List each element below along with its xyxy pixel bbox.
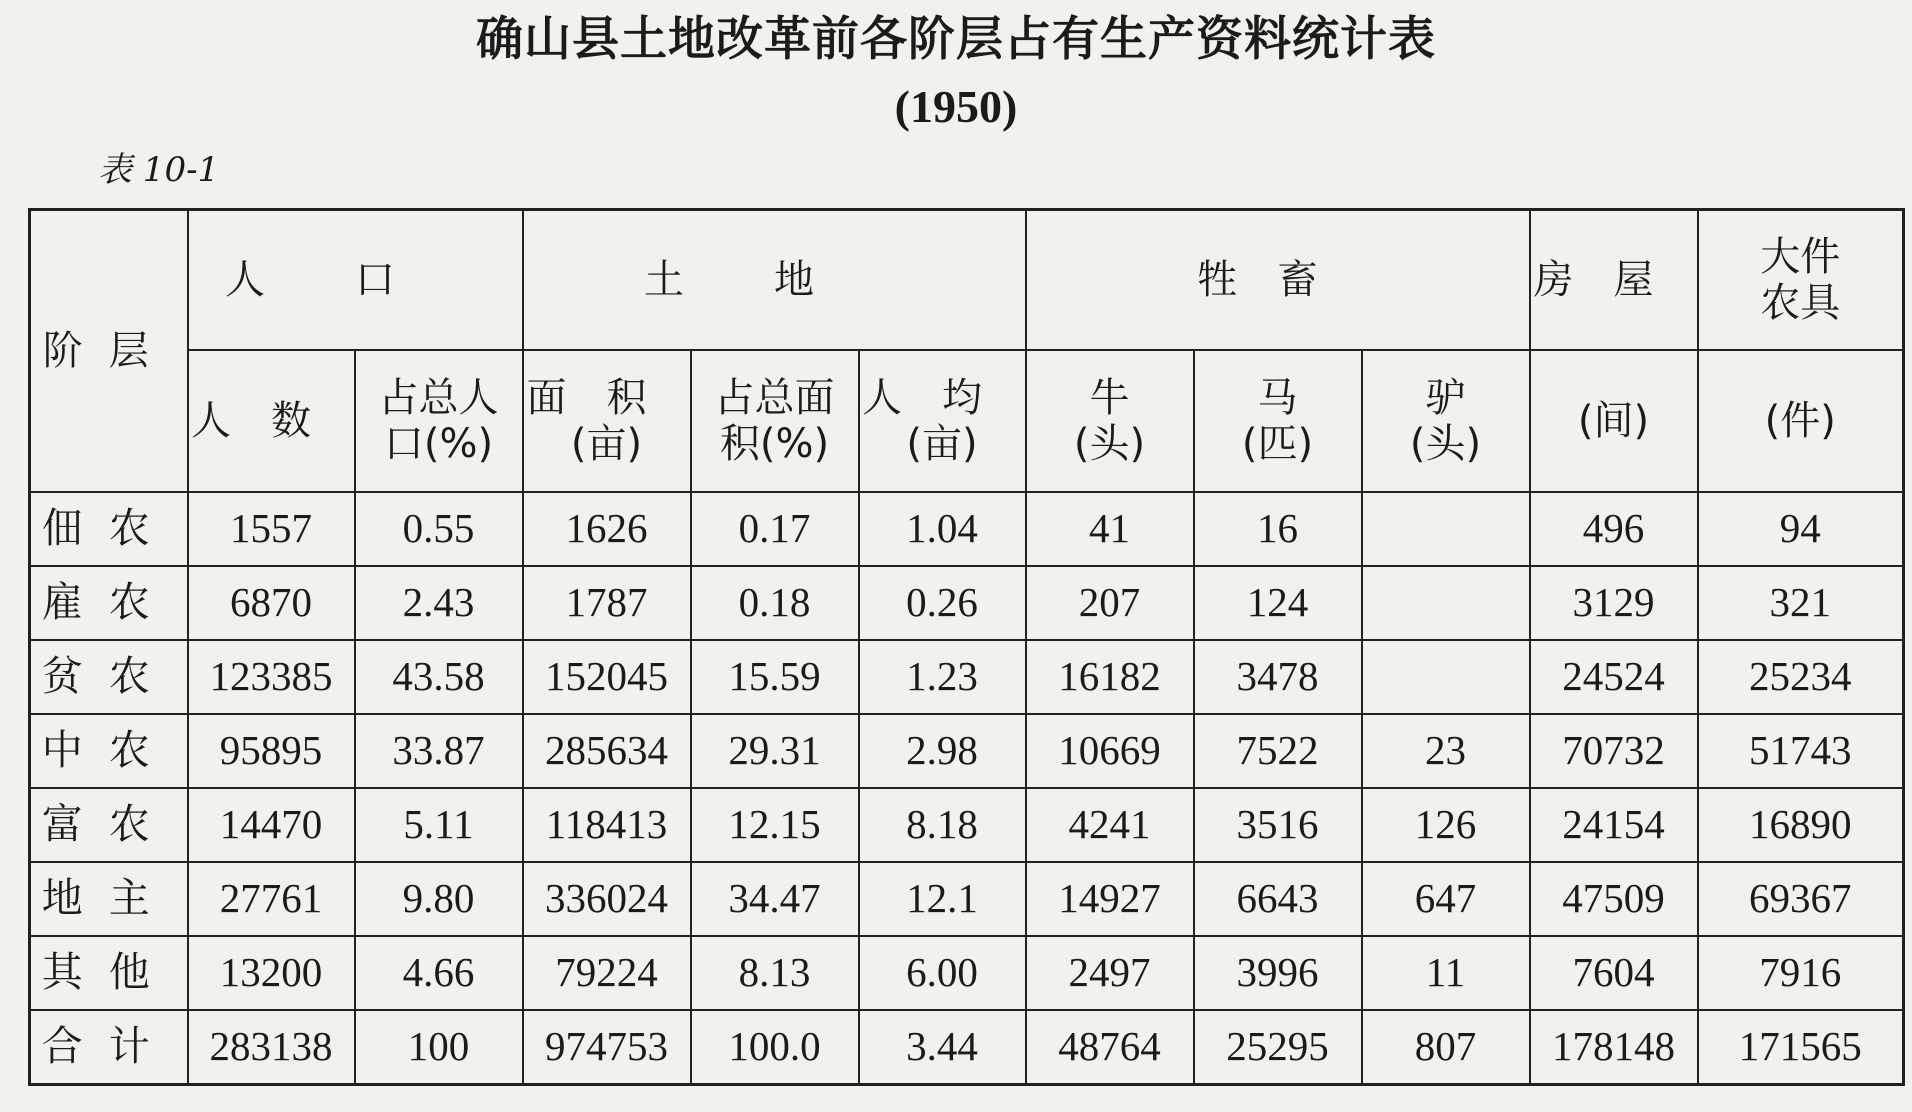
cell-pop-count: 95895 xyxy=(188,714,355,788)
cell-pop-count: 27761 xyxy=(188,862,355,936)
statistics-table-container xyxy=(28,208,1902,1086)
table-row xyxy=(30,788,1904,862)
header-cattle-line2: (头) xyxy=(1073,421,1146,467)
header-area-pct-line1: 占总面 xyxy=(714,375,835,421)
cell-donkey xyxy=(1362,566,1530,640)
row-label: 贫农 xyxy=(30,640,188,714)
header-livestock: 牲畜 xyxy=(1026,210,1530,351)
cell-cattle: 207 xyxy=(1026,566,1194,640)
cell-housing: 496 xyxy=(1530,492,1698,566)
header-housing: 房屋 xyxy=(1530,210,1698,351)
cell-per-capita: 1.23 xyxy=(859,640,1026,714)
header-cattle-line1: 牛 xyxy=(1089,375,1130,421)
cell-area-pct: 8.13 xyxy=(691,936,859,1010)
cell-area-pct: 0.17 xyxy=(691,492,859,566)
header-row-1 xyxy=(30,210,1904,351)
cell-cattle: 2497 xyxy=(1026,936,1194,1010)
header-pop-pct-line2: 口(%) xyxy=(383,421,494,467)
row-label: 雇农 xyxy=(30,566,188,640)
cell-area-pct: 100.0 xyxy=(691,1010,859,1085)
header-area xyxy=(523,350,691,492)
cell-horse: 7522 xyxy=(1194,714,1362,788)
cell-area: 79224 xyxy=(523,936,691,1010)
cell-tools: 321 xyxy=(1698,566,1904,640)
header-housing-unit: (间) xyxy=(1530,350,1698,492)
header-donkey-line1: 驴 xyxy=(1425,375,1466,421)
header-per-capita-line2: (亩) xyxy=(906,421,978,467)
cell-housing: 24154 xyxy=(1530,788,1698,862)
cell-area: 285634 xyxy=(523,714,691,788)
cell-area-pct: 29.31 xyxy=(691,714,859,788)
row-label: 佃农 xyxy=(30,492,188,566)
cell-pop-pct: 33.87 xyxy=(355,714,523,788)
cell-per-capita: 1.04 xyxy=(859,492,1026,566)
cell-pop-pct: 100 xyxy=(355,1010,523,1085)
cell-donkey xyxy=(1362,492,1530,566)
cell-per-capita: 6.00 xyxy=(859,936,1026,1010)
header-tools xyxy=(1698,210,1904,351)
table-number: 表 10-1 xyxy=(98,150,220,190)
table-row xyxy=(30,492,1904,566)
row-label: 地主 xyxy=(30,862,188,936)
cell-cattle: 14927 xyxy=(1026,862,1194,936)
cell-per-capita: 3.44 xyxy=(859,1010,1026,1085)
cell-cattle: 48764 xyxy=(1026,1010,1194,1085)
header-population: 人口 xyxy=(188,210,523,351)
cell-pop-count: 283138 xyxy=(188,1010,355,1085)
table-row xyxy=(30,862,1904,936)
table-row xyxy=(30,640,1904,714)
statistics-table xyxy=(28,208,1905,1086)
cell-housing: 70732 xyxy=(1530,714,1698,788)
header-land: 土地 xyxy=(523,210,1026,351)
cell-horse: 16 xyxy=(1194,492,1362,566)
cell-pop-count: 1557 xyxy=(188,492,355,566)
header-donkey xyxy=(1362,350,1530,492)
cell-cattle: 41 xyxy=(1026,492,1194,566)
row-label: 合计 xyxy=(30,1010,188,1085)
header-pop-pct xyxy=(355,350,523,492)
header-pop-pct-line1: 占总人 xyxy=(378,375,499,421)
table-row xyxy=(30,936,1904,1010)
header-area-line1: 面积 xyxy=(526,375,687,421)
table-row xyxy=(30,714,1904,788)
cell-pop-count: 13200 xyxy=(188,936,355,1010)
cell-housing: 24524 xyxy=(1530,640,1698,714)
header-area-line2: (亩) xyxy=(570,421,643,467)
header-per-capita-line1: 人均 xyxy=(862,375,1022,421)
cell-housing: 47509 xyxy=(1530,862,1698,936)
cell-area: 974753 xyxy=(523,1010,691,1085)
cell-pop-pct: 4.66 xyxy=(355,936,523,1010)
cell-donkey xyxy=(1362,640,1530,714)
header-horse-line2: (匹) xyxy=(1241,421,1314,467)
header-area-pct xyxy=(691,350,859,492)
table-row xyxy=(30,1010,1904,1085)
cell-donkey: 11 xyxy=(1362,936,1530,1010)
cell-pop-count: 6870 xyxy=(188,566,355,640)
cell-area: 1787 xyxy=(523,566,691,640)
cell-donkey: 807 xyxy=(1362,1010,1530,1085)
cell-per-capita: 2.98 xyxy=(859,714,1026,788)
cell-housing: 7604 xyxy=(1530,936,1698,1010)
cell-housing: 178148 xyxy=(1530,1010,1698,1085)
cell-area-pct: 12.15 xyxy=(691,788,859,862)
header-horse-line1: 马 xyxy=(1257,375,1298,421)
cell-area: 336024 xyxy=(523,862,691,936)
row-label: 富农 xyxy=(30,788,188,862)
header-donkey-line2: (头) xyxy=(1409,421,1482,467)
header-stratum: 阶层 xyxy=(30,210,188,493)
cell-per-capita: 0.26 xyxy=(859,566,1026,640)
cell-area: 1626 xyxy=(523,492,691,566)
cell-cattle: 10669 xyxy=(1026,714,1194,788)
cell-tools: 94 xyxy=(1698,492,1904,566)
page-title: 确山县土地改革前各阶层占有生产资料统计表 xyxy=(476,12,1436,67)
cell-area-pct: 34.47 xyxy=(691,862,859,936)
cell-area: 118413 xyxy=(523,788,691,862)
cell-pop-count: 123385 xyxy=(188,640,355,714)
table-row xyxy=(30,566,1904,640)
cell-horse: 124 xyxy=(1194,566,1362,640)
cell-horse: 3516 xyxy=(1194,788,1362,862)
cell-cattle: 4241 xyxy=(1026,788,1194,862)
cell-horse: 3478 xyxy=(1194,640,1362,714)
header-per-capita xyxy=(859,350,1026,492)
cell-horse: 3996 xyxy=(1194,936,1362,1010)
header-cattle xyxy=(1026,350,1194,492)
cell-per-capita: 12.1 xyxy=(859,862,1026,936)
cell-cattle: 16182 xyxy=(1026,640,1194,714)
cell-horse: 6643 xyxy=(1194,862,1362,936)
table-body xyxy=(30,492,1904,1085)
row-label: 其他 xyxy=(30,936,188,1010)
cell-pop-pct: 43.58 xyxy=(355,640,523,714)
cell-tools: 16890 xyxy=(1698,788,1904,862)
cell-tools: 51743 xyxy=(1698,714,1904,788)
header-tools-line1: 大件 xyxy=(1760,234,1841,280)
header-area-pct-line2: 积(%) xyxy=(719,421,830,467)
row-label: 中农 xyxy=(30,714,188,788)
header-pop-count: 人数 xyxy=(188,350,355,492)
cell-area-pct: 15.59 xyxy=(691,640,859,714)
cell-pop-pct: 9.80 xyxy=(355,862,523,936)
cell-tools: 69367 xyxy=(1698,862,1904,936)
cell-pop-pct: 2.43 xyxy=(355,566,523,640)
cell-tools: 25234 xyxy=(1698,640,1904,714)
cell-horse: 25295 xyxy=(1194,1010,1362,1085)
cell-pop-pct: 5.11 xyxy=(355,788,523,862)
header-tools-line2: 农具 xyxy=(1760,280,1841,326)
cell-per-capita: 8.18 xyxy=(859,788,1026,862)
cell-pop-count: 14470 xyxy=(188,788,355,862)
cell-tools: 171565 xyxy=(1698,1010,1904,1085)
cell-donkey: 23 xyxy=(1362,714,1530,788)
cell-donkey: 126 xyxy=(1362,788,1530,862)
cell-donkey: 647 xyxy=(1362,862,1530,936)
cell-pop-pct: 0.55 xyxy=(355,492,523,566)
header-row-2 xyxy=(30,350,1904,492)
cell-area: 152045 xyxy=(523,640,691,714)
header-tools-unit: (件) xyxy=(1698,350,1904,492)
cell-tools: 7916 xyxy=(1698,936,1904,1010)
cell-area-pct: 0.18 xyxy=(691,566,859,640)
header-horse xyxy=(1194,350,1362,492)
cell-housing: 3129 xyxy=(1530,566,1698,640)
page-subtitle: (1950) xyxy=(894,81,1018,132)
